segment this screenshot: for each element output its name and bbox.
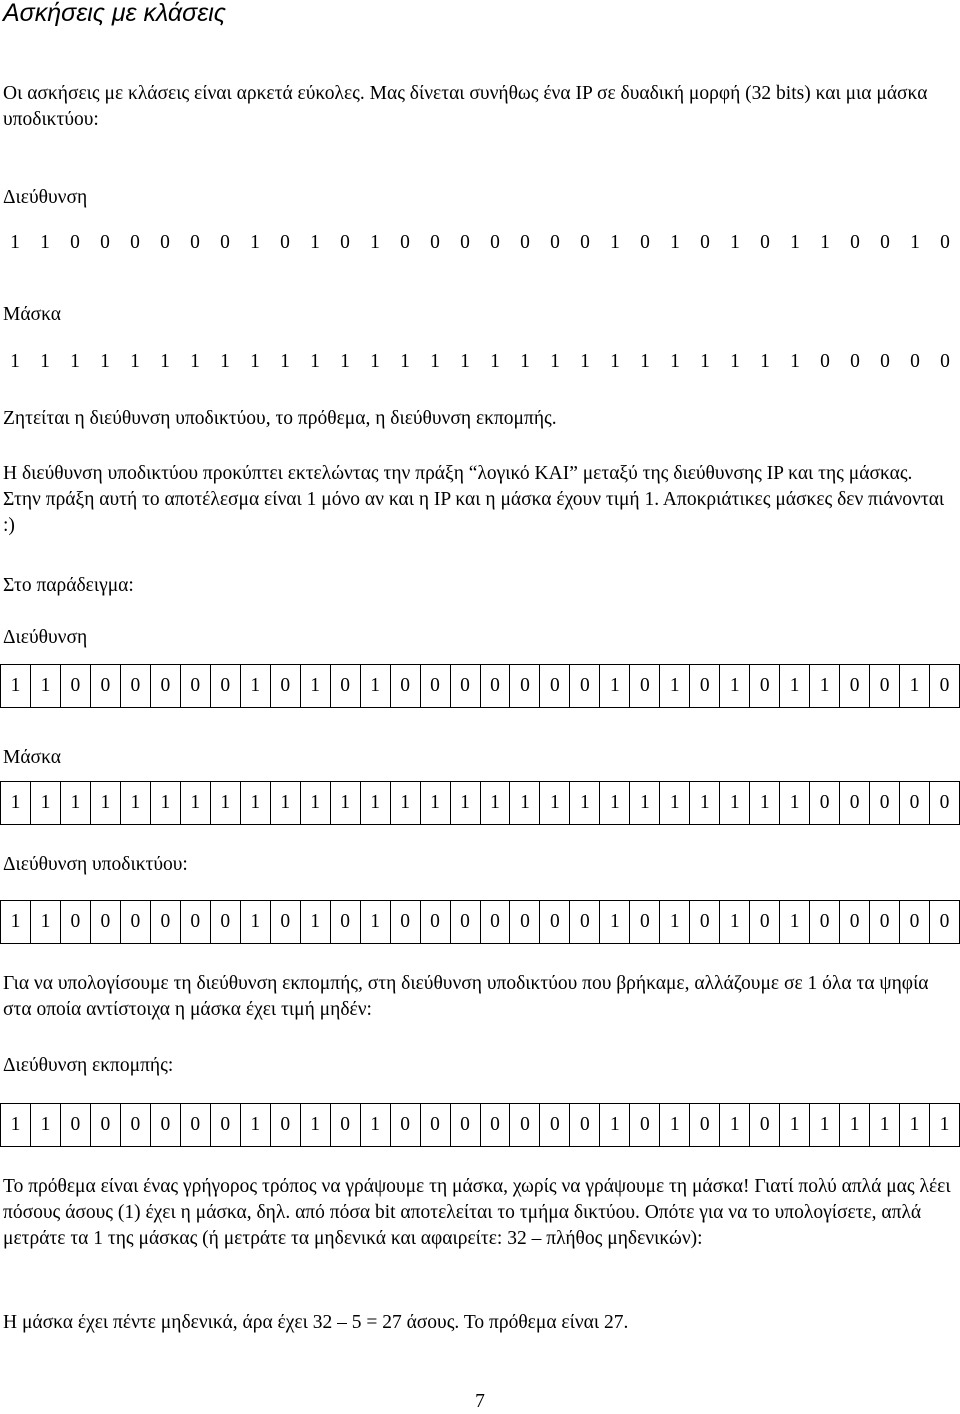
bit-cell: 0 [120,901,150,944]
bit-cell: 1 [360,1104,390,1147]
intro-paragraph: Οι ασκήσεις με κλάσεις είναι αρκετά εύκολες. Μας δίνεται συνήθως ένα IP σε δυαδική μορφή (32 bits) και μια μάσκα υποδικτύου: [3,83,928,130]
bit-cell: 1 [120,782,150,825]
address-bits-row-1 [0,221,960,265]
bit-cell: 1 [360,901,390,944]
bit-cell: 0 [870,782,900,825]
bit-cell: 0 [750,901,780,944]
bit-cell: 1 [510,782,540,825]
bit-cell: 0 [90,901,120,944]
bit-cell: 0 [450,665,480,708]
address-bits-row-2 [1,665,960,708]
bit-cell: 0 [180,901,210,944]
bit-cell: 1 [660,665,690,708]
bit-cell: 0 [840,665,870,708]
bit-cell: 1 [240,901,270,944]
prefix-explanation: Το πρόθεμα είναι ένας γρήγορος τρόπος να γράψουμε τη μάσκα, χωρίς να γράψουμε τη μάσκα! Γιατί πολύ απλά μας λέει πόσους άσους (1) έχει η μάσκα, δηλ. από πόσα bit αποτελείται το τμήμα δικτύου. Οπότε για να το υπολογίσετε, απλά μετράτε τα 1 της μάσκας (ή μετράτε τα μηδενικά και αφαιρείτε: 32 – πλήθος μηδενικών): [3,1176,951,1249]
bit-cell: 0 [150,901,180,944]
bit-cell: 0 [390,901,420,944]
bit-cell: 1 [400,351,410,372]
bit-cell: 1 [540,782,570,825]
bit-cell: 0 [210,901,240,944]
bit-cell: 1 [450,782,480,825]
bit-cell: 1 [190,351,200,372]
bit-cell: 1 [930,1104,960,1147]
mask-bits-row-1 [0,340,960,384]
bit-cell: 1 [40,351,50,372]
bit-cell: 1 [250,351,260,372]
bit-cell: 0 [880,232,890,253]
bit-cell: 0 [570,901,600,944]
bit-cell: 1 [220,351,230,372]
bit-cell: 1 [520,351,530,372]
bit-cell: 1 [610,232,620,253]
address-bits-table-2 [0,664,960,708]
bit-cell: 0 [900,782,930,825]
bit-cell: 0 [90,665,120,708]
bit-cell: 1 [250,232,260,253]
bit-cell: 0 [60,1104,90,1147]
bit-cell: 0 [630,901,660,944]
page-title: Ασκήσεις με κλάσεις [3,0,226,27]
bit-cell: 0 [400,232,410,253]
bit-cell: 1 [240,782,270,825]
bit-cell: 1 [430,351,440,372]
bit-cell: 0 [490,232,500,253]
bit-cell: 1 [580,351,590,372]
bit-cell: 1 [30,665,60,708]
bit-cell: 0 [930,901,960,944]
bit-cell: 0 [840,901,870,944]
bit-cell: 0 [270,1104,300,1147]
bit-cell: 0 [930,782,960,825]
bit-cell: 0 [510,901,540,944]
bit-cell: 0 [60,665,90,708]
broadcast-bits-table [0,1103,960,1147]
bit-cell: 1 [630,782,660,825]
bit-cell: 0 [420,665,450,708]
bit-cell: 1 [300,901,330,944]
bit-cell: 0 [210,665,240,708]
explanation-paragraph: Η διεύθυνση υποδικτύου προκύπτει εκτελώντας την πράξη “λογικό ΚΑΙ” μεταξύ της διεύθυνσης IP και της μάσκας. Στην πράξη αυτή το αποτέλεσμα είναι 1 μόνο αν και η IP και η μάσκα έχουν τιμή 1. Αποκριάτικες μάσκες δεν πιάνονται :) [3,463,945,536]
bit-cell: 0 [870,665,900,708]
bit-cell: 1 [660,782,690,825]
bit-cell: 0 [390,665,420,708]
bit-cell: 0 [850,351,860,372]
bit-cell: 0 [810,901,840,944]
bit-cell: 0 [180,1104,210,1147]
bit-cell: 1 [340,351,350,372]
bit-cell: 1 [390,782,420,825]
bit-cell: 1 [10,351,20,372]
bit-cell: 1 [70,351,80,372]
bit-cell: 0 [690,1104,720,1147]
bit-cell: 1 [360,665,390,708]
bit-cell: 1 [670,351,680,372]
bit-cell: 1 [550,351,560,372]
bit-cell: 0 [120,1104,150,1147]
bit-cell: 1 [600,782,630,825]
bit-cell: 1 [90,782,120,825]
address-label-1: Διεύθυνση [3,187,88,208]
bit-cell: 0 [940,351,950,372]
bit-cell: 0 [70,232,80,253]
bit-cell: 1 [40,232,50,253]
bit-cell: 0 [160,232,170,253]
bit-cell: 1 [790,232,800,253]
bit-cell: 1 [240,1104,270,1147]
bit-cell: 1 [720,782,750,825]
bit-cell: 1 [690,782,720,825]
bit-cell: 0 [840,782,870,825]
network-bits-table [0,900,960,944]
bit-cell: 1 [370,232,380,253]
bit-cell: 0 [630,1104,660,1147]
bit-cell: 1 [270,782,300,825]
bit-cell: 1 [310,351,320,372]
bit-cell: 0 [60,901,90,944]
bit-cell: 0 [630,665,660,708]
bit-cell: 1 [30,1104,60,1147]
bit-cell: 0 [420,901,450,944]
bit-cell: 0 [750,665,780,708]
bit-cell: 0 [690,665,720,708]
bit-cell: 0 [700,232,710,253]
bit-cell: 0 [570,665,600,708]
bit-cell: 1 [910,232,920,253]
bit-cell: 1 [810,665,840,708]
bit-cell: 0 [640,232,650,253]
bit-cell: 0 [460,232,470,253]
bit-cell: 0 [270,665,300,708]
bit-cell: 0 [450,901,480,944]
bit-cell: 1 [460,351,470,372]
bit-cell: 1 [660,1104,690,1147]
bit-cell: 1 [900,665,930,708]
bit-cell: 1 [730,351,740,372]
bit-cell: 1 [660,901,690,944]
bit-cell: 1 [210,782,240,825]
bit-cell: 0 [330,901,360,944]
bit-cell: 1 [1,665,31,708]
bit-cell: 0 [870,901,900,944]
bit-cell: 1 [600,665,630,708]
bit-cell: 1 [240,665,270,708]
bit-cell: 1 [600,1104,630,1147]
bit-cell: 1 [720,665,750,708]
bit-cell: 1 [720,1104,750,1147]
mask-bits-row-2 [1,782,960,825]
bit-cell: 0 [820,351,830,372]
bit-cell: 0 [510,665,540,708]
bit-cell: 1 [330,782,360,825]
bit-cell: 1 [780,901,810,944]
bit-cell: 0 [760,232,770,253]
bit-cell: 1 [870,1104,900,1147]
bit-cell: 1 [820,232,830,253]
address-label-2: Διεύθυνση [3,627,88,648]
bit-cell: 1 [670,232,680,253]
bit-cell: 1 [1,1104,31,1147]
bit-cell: 1 [780,665,810,708]
bit-cell: 1 [370,351,380,372]
bit-cell: 0 [280,232,290,253]
bit-cell: 0 [850,232,860,253]
bit-cell: 0 [880,351,890,372]
bit-cell: 0 [520,232,530,253]
mask-bits-table-1 [0,340,960,384]
bit-cell: 0 [390,1104,420,1147]
bit-cell: 1 [130,351,140,372]
network-bits-row [1,901,960,944]
bit-cell: 0 [540,665,570,708]
bit-cell: 1 [30,901,60,944]
bit-cell: 1 [100,351,110,372]
bit-cell: 1 [780,782,810,825]
mask-bits-table-2 [0,781,960,825]
bit-cell: 1 [180,782,210,825]
bit-cell: 0 [130,232,140,253]
bit-cell: 1 [150,782,180,825]
bit-cell: 1 [730,232,740,253]
bit-cell: 1 [300,1104,330,1147]
bit-cell: 0 [580,232,590,253]
bit-cell: 0 [930,665,960,708]
bit-cell: 0 [910,351,920,372]
bit-cell: 0 [90,1104,120,1147]
bit-cell: 1 [1,901,31,944]
bit-cell: 0 [210,1104,240,1147]
page-number: 7 [475,1391,485,1412]
bit-cell: 0 [510,1104,540,1147]
bit-cell: 1 [640,351,650,372]
broadcast-address-label: Διεύθυνση εκπομπής: [3,1055,174,1076]
bit-cell: 0 [450,1104,480,1147]
bit-cell: 0 [420,1104,450,1147]
broadcast-bits-row [1,1104,960,1147]
bit-cell: 0 [540,901,570,944]
bit-cell: 1 [790,351,800,372]
bit-cell: 0 [690,901,720,944]
bit-cell: 0 [270,901,300,944]
bit-cell: 0 [150,1104,180,1147]
bit-cell: 0 [220,232,230,253]
example-intro: Στο παράδειγμα: [3,575,134,596]
bit-cell: 1 [60,782,90,825]
bit-cell: 1 [1,782,31,825]
bit-cell: 1 [840,1104,870,1147]
bit-cell: 0 [330,665,360,708]
bit-cell: 1 [610,351,620,372]
bit-cell: 0 [540,1104,570,1147]
bit-cell: 0 [330,1104,360,1147]
address-bits-table-1 [0,221,960,265]
bit-cell: 1 [30,782,60,825]
bit-cell: 0 [100,232,110,253]
mask-label-1: Μάσκα [3,304,61,325]
bit-cell: 1 [900,1104,930,1147]
bit-cell: 0 [550,232,560,253]
bit-cell: 0 [940,232,950,253]
bit-cell: 1 [280,351,290,372]
bit-cell: 0 [340,232,350,253]
bit-cell: 1 [160,351,170,372]
bit-cell: 1 [480,782,510,825]
bit-cell: 0 [480,901,510,944]
bit-cell: 1 [760,351,770,372]
bit-cell: 1 [300,665,330,708]
bit-cell: 0 [810,782,840,825]
bit-cell: 0 [120,665,150,708]
bit-cell: 1 [10,232,20,253]
bit-cell: 1 [300,782,330,825]
bit-cell: 0 [150,665,180,708]
bit-cell: 1 [360,782,390,825]
bit-cell: 0 [190,232,200,253]
bit-cell: 0 [180,665,210,708]
bit-cell: 0 [750,1104,780,1147]
bit-cell: 1 [720,901,750,944]
bit-cell: 1 [750,782,780,825]
bit-cell: 1 [490,351,500,372]
bit-cell: 1 [810,1104,840,1147]
bit-cell: 1 [780,1104,810,1147]
mask-label-2: Μάσκα [3,747,61,768]
conclusion-text: Η μάσκα έχει πέντε μηδενικά, άρα έχει 32 – 5 = 27 άσους. Το πρόθεμα είναι 27. [3,1312,629,1333]
bit-cell: 1 [420,782,450,825]
bit-cell: 1 [700,351,710,372]
bit-cell: 1 [310,232,320,253]
broadcast-explanation: Για να υπολογίσουμε τη διεύθυνση εκπομπής, στη διεύθυνση υποδικτύου που βρήκαμε, αλλάζουμε σε 1 όλα τα ψηφία στα οποία αντίστοιχα η μάσκα έχει τιμή μηδέν: [3,973,929,1020]
bit-cell: 1 [570,782,600,825]
bit-cell: 0 [430,232,440,253]
bit-cell: 0 [480,665,510,708]
bit-cell: 0 [570,1104,600,1147]
bit-cell: 1 [600,901,630,944]
network-address-label: Διεύθυνση υποδικτύου: [3,854,188,875]
bit-cell: 0 [480,1104,510,1147]
task-text: Ζητείται η διεύθυνση υποδικτύου, το πρόθεμα, η διεύθυνση εκπομπής. [3,408,557,429]
bit-cell: 0 [900,901,930,944]
